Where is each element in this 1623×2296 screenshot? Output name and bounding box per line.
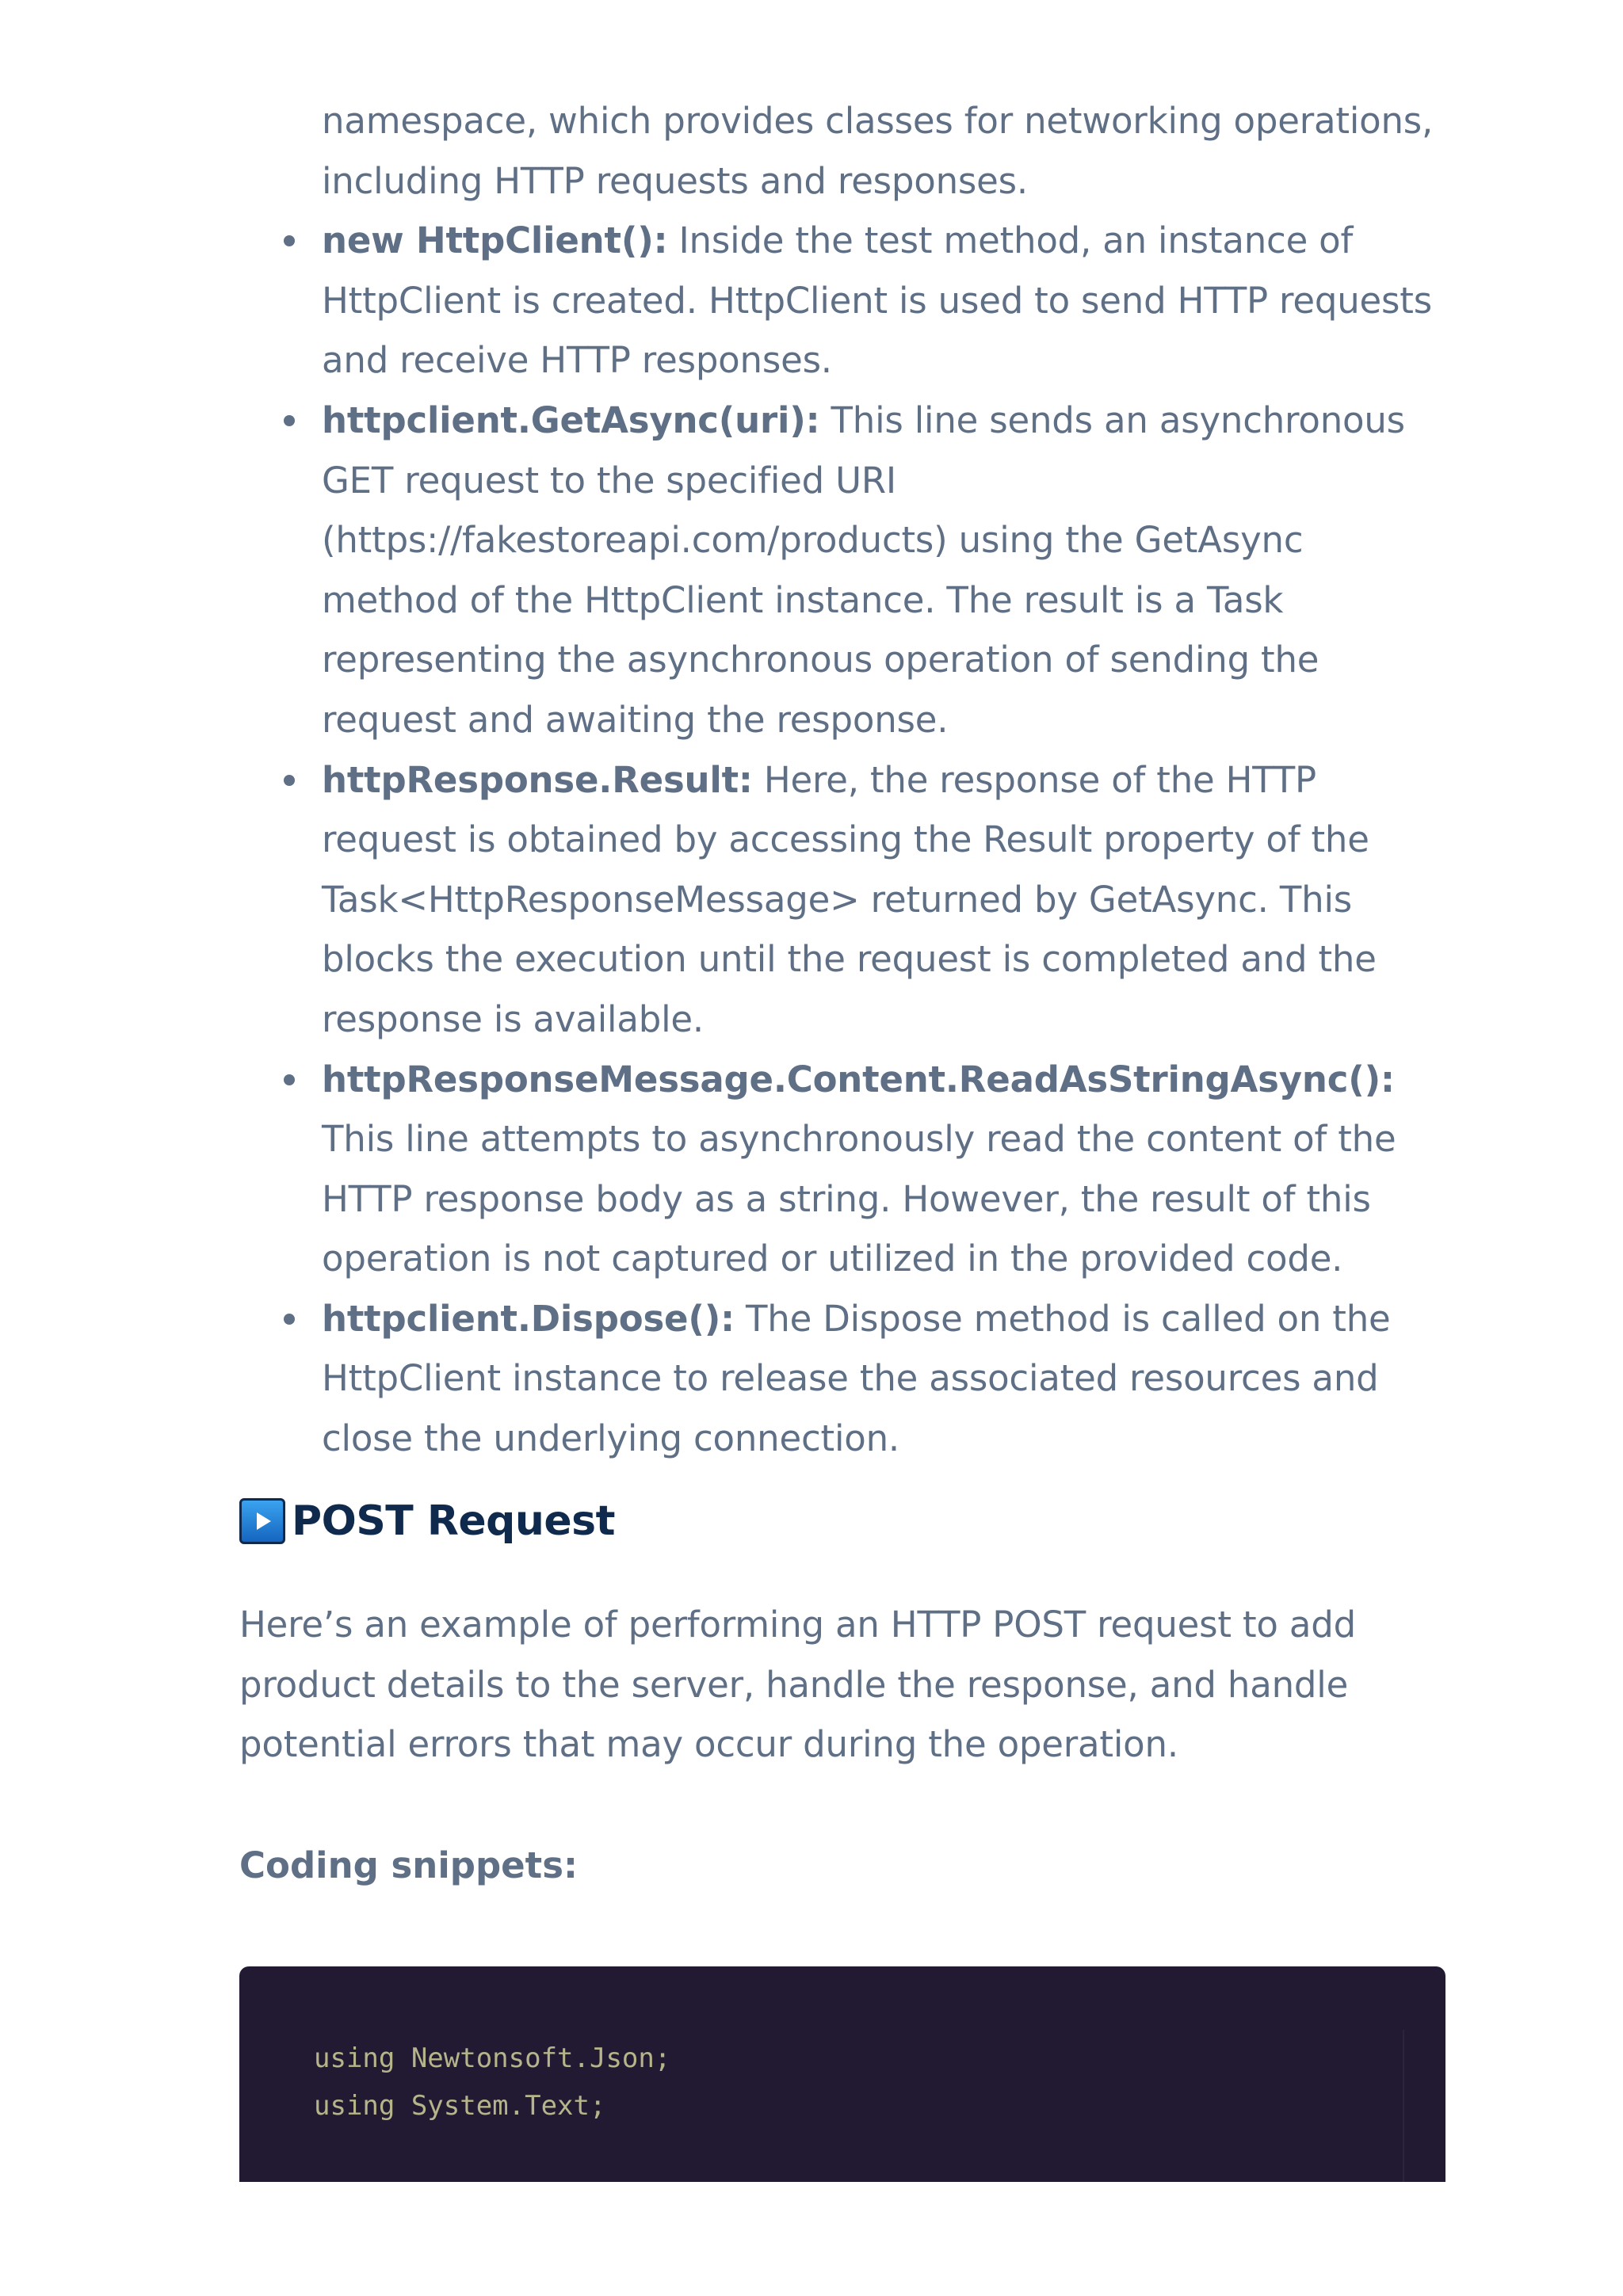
list-item-text: The Dispose method is called on the HttpClient instance to release the associated resources and close the underlying connection. [322, 1297, 1391, 1460]
list-item-term: httpResponseMessage.Content.ReadAsStringAsync(): [322, 1058, 1395, 1100]
play-button-icon [239, 1498, 285, 1544]
code-line: using System.Text; [314, 2090, 606, 2122]
section-title: POST Request [292, 1497, 615, 1545]
list-item [322, 750, 1444, 1050]
list-item-term: httpclient.GetAsync(uri): [322, 399, 820, 441]
continuation-line-2: including HTTP requests and responses. [322, 159, 1029, 202]
coding-snippets-heading: Coding snippets: [239, 1844, 578, 1886]
section-heading [239, 1493, 615, 1549]
list-item [322, 391, 1444, 750]
list-item-text: This line attempts to asynchronously read the content of the HTTP response body as a string. However, the result of this operation is not captured or utilized in the provided code. [322, 1118, 1396, 1280]
list-item-term: httpResponse.Result: [322, 758, 753, 801]
list-item [322, 211, 1444, 391]
list-item-term: httpclient.Dispose(): [322, 1297, 735, 1340]
list-item-text: Here, the response of the HTTP request is obtained by accessing the Result property of the Task<HttpResponseMessage> returned by GetAsync. This blocks the execution until the request is completed and the response is available. [322, 758, 1377, 1040]
list-item-text: This line sends an asynchronous GET request to the specified URI (https://fakestoreapi.com/products) using the GetAsync method of the HttpClient instance. The result is a Task representing the asynchronous operation of sending the request and awaiting the response. [322, 399, 1405, 741]
section-paragraph: Here’s an example of performing an HTTP POST request to add product details to the server, handle the response, and handle potential errors that may occur during the operation. [239, 1604, 1356, 1766]
code-scroll-edge [1403, 2030, 1404, 2182]
list-item-term: new HttpClient(): [322, 219, 668, 262]
continuation-line-1: namespace, which provides classes for networking operations, [322, 100, 1434, 142]
code-line: using Newtonsoft.Json; [314, 2042, 671, 2074]
code-block[interactable] [239, 1966, 1445, 2182]
list-item-continuation [322, 91, 1444, 211]
list-item [322, 1289, 1444, 1469]
bullet-list-section [239, 91, 1444, 1469]
list-item [322, 1050, 1444, 1289]
list-item-text: Inside the test method, an instance of HttpClient is created. HttpClient is used to send HTTP requests and receive HTTP responses. [322, 219, 1432, 382]
explanation-list [239, 91, 1444, 1469]
